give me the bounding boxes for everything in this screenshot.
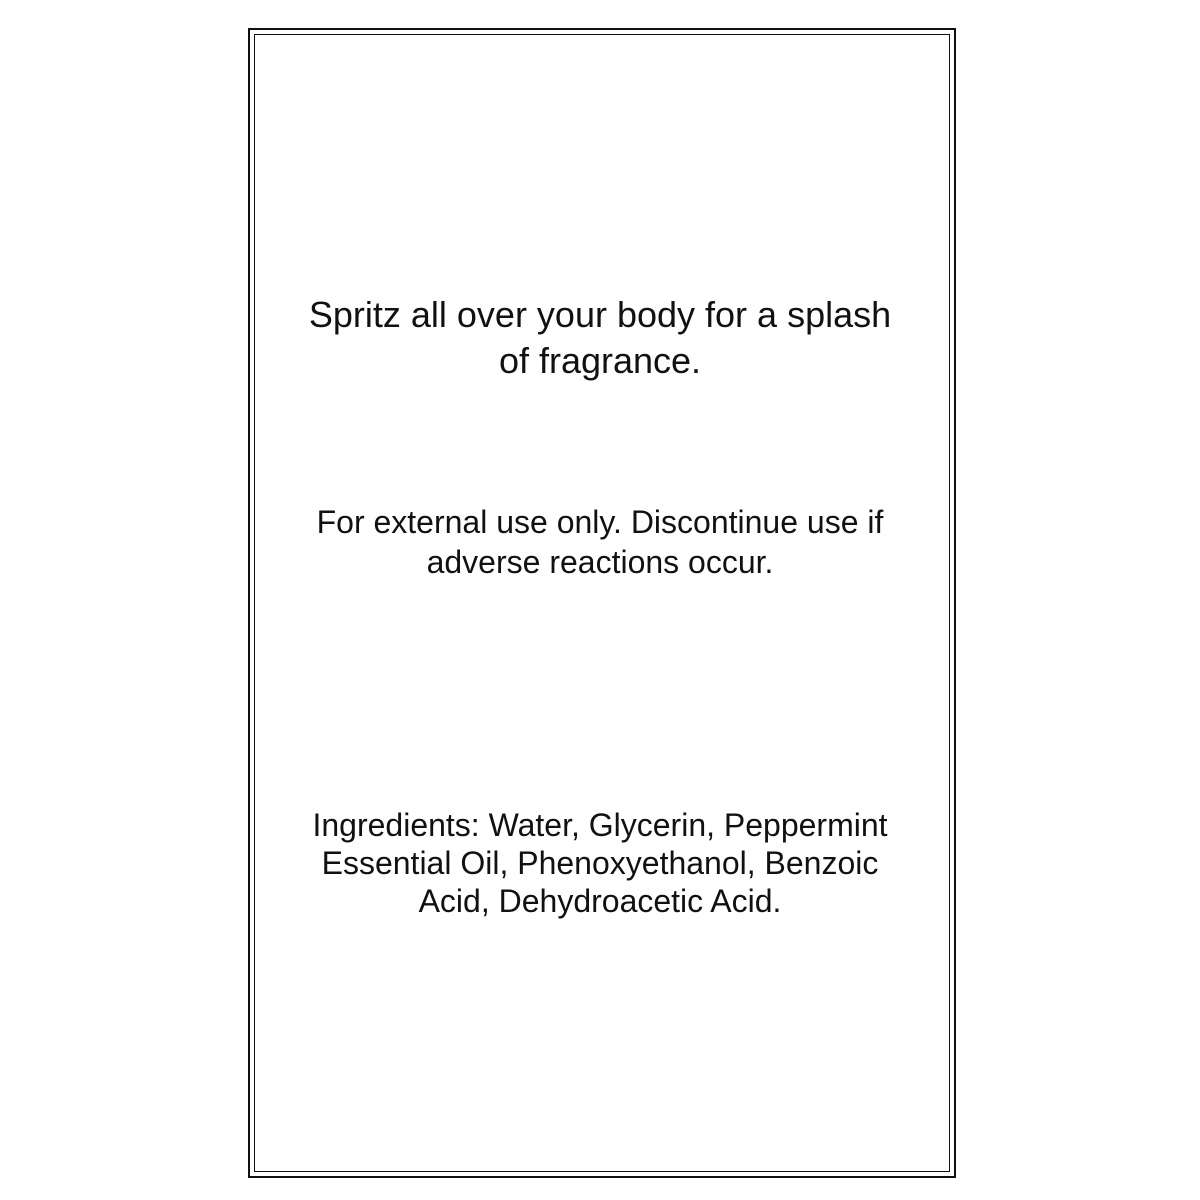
label-border-outer	[248, 28, 956, 1178]
ingredients-line-1: Ingredients: Water, Glycerin, Peppermint	[312, 807, 888, 843]
warning-line-1: For external use only. Discontinue use if	[316, 504, 884, 540]
directions-line-2: of fragrance.	[498, 340, 702, 381]
directions-line-1: Spritz all over your body for a splash	[308, 294, 892, 335]
ingredients-line-2: Essential Oil, Phenoxyethanol, Benzoic	[321, 845, 879, 881]
ingredients-line-3: Acid, Dehydroacetic Acid.	[418, 883, 782, 919]
warning-line-2: adverse reactions occur.	[426, 544, 774, 580]
label-border-inner	[254, 34, 950, 1172]
directions-text	[250, 292, 950, 384]
warning-text	[250, 502, 950, 582]
ingredients-text	[250, 806, 950, 920]
